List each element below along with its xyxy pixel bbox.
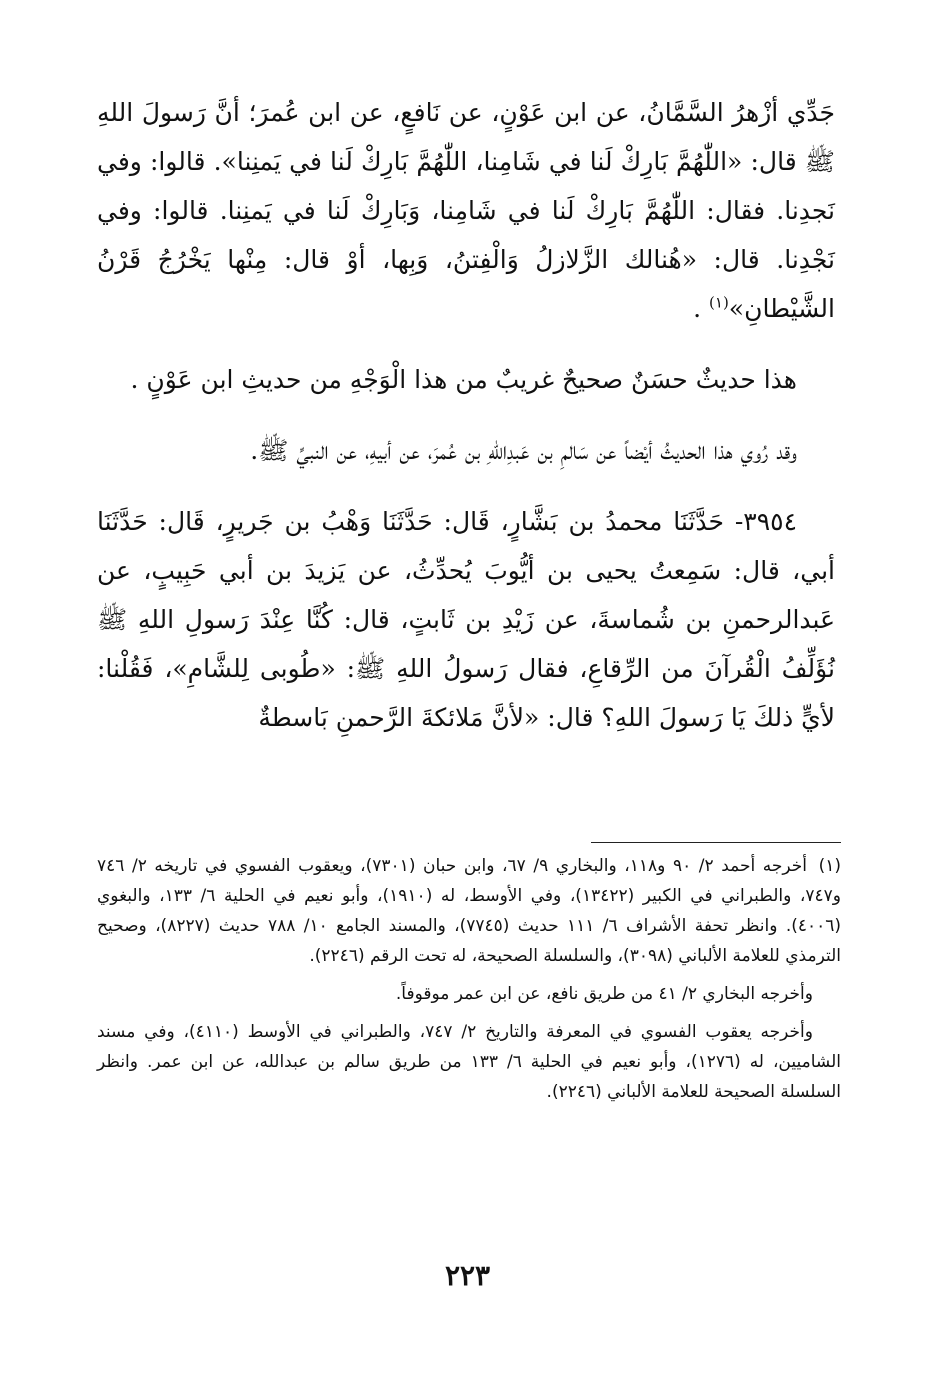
hadith-continuation-paragraph <box>97 88 835 333</box>
footnote-number: (١) <box>818 856 841 876</box>
hadith-verdict: هذا حديثٌ حسَنٌ صحيحٌ غريبٌ من هذا الْوَجْهِ من حديثِ ابن عَوْنٍ . <box>130 365 797 394</box>
main-text <box>97 88 835 742</box>
narration-note: وقد رُوي هذا الحديثُ أيْضاً عن سَالمِ بن عَبدِاللهِ بن عُمرَ، عن أبيهِ، عن النبيِّ ﷺ. <box>250 436 797 465</box>
hadith-continuation-text: جَدِّي أزْهرُ السَّمَّانُ، عن ابن عَوْنٍ، عن نَافعٍ، عن ابن عُمرَ؛ أنَّ رَسولَ اللهِ ﷺ قال: «اللّٰهُمَّ بَارِكْ لَنا في شَامِنا، اللّٰهُمَّ بَارِكْ لَنا في يَمنِنا». قالوا: وفي نَجدِنا. فقال: اللّٰهُمَّ بَارِكْ لَنا في شَامِنا، وَبَارِكْ لَنا في يَمنِنا. قالوا: وفي نَجْدِنا. قال: «هُنالك الزَّلازلُ وَالْفِتنُ، وَبِها، أوْ قال: مِنْها يَخْرُجُ قَرْنُ الشَّيْطانِ» <box>97 98 835 323</box>
hadith-3954-text: حَدَّثَنَا محمدُ بن بَشَّارٍ، قَال: حَدَّثَنَا وَهْبُ بن جَريرٍ، قَال: حَدَّثَنَا أبي، قال: سَمِعتُ يحيى بن أيُّوبَ يُحدِّثُ، عن يَزيدَ بن أبي حَبِيبٍ، عن عَبدالرحمنِ بن شُماسةَ، عن زَيْدِ بن ثَابتٍ، قال: كُنَّا عِنْدَ رَسولِ اللهِ ﷺ نُؤَلِّفُ الْقُرآنَ من الرِّقاعِ، فقال رَسولُ اللهِ ﷺ: «طُوبى لِلشَّامِ»، فَقُلْنا: لأيٍّ ذلكَ يَا رَسولَ اللهِ؟ قال: «لأنَّ مَلائكةَ الرَّحمنِ بَاسطةٌ <box>97 507 835 732</box>
hadith-3954-paragraph <box>97 497 835 742</box>
footnote-additional-source-2: وأخرجه يعقوب الفسوي في المعرفة والتاريخ ٢/ ٧٤٧، والطبراني في الأوسط (٤١١٠)، وفي مسند الشاميين، له (١٢٧٦)، وأبو نعيم في الحلية ٦/ ١٣٣ من طريق سالم بن عبدالله، عن ابن عمر. وانظر السلسلة الصحيحة للعلامة الألباني (٢٢٤٦). <box>97 1022 841 1102</box>
page-number: ٢٢٣ <box>444 1259 491 1292</box>
footnote-additional-source-1: وأخرجه البخاري ٢/ ٤١ من طريق نافع، عن ابن عمر موقوفاً. <box>395 984 813 1004</box>
footnotes-section <box>97 842 841 1107</box>
footnote-1 <box>97 851 841 971</box>
footnote-1-text: أخرجه أحمد ٢/ ٩٠ و١١٨، والبخاري ٩/ ٦٧، وابن حبان (٧٣٠١)، ويعقوب الفسوي في تاريخه ٢/ ٧٤٦ و٧٤٧، والطبراني في الكبير (١٣٤٢٢)، وفي الأوسط، له (١٩١٠)، وأبو نعيم في الحلية ٦/ ١٣٣، والبغوي (٤٠٠٦). وانظر تحفة الأشراف ٦/ ١١١ حديث (٧٧٤٥)، والمسند الجامع ١٠/ ٧٨٨ حديث (٨٢٢٧)، وصحيح الترمذي للعلامة الألباني (٣٠٩٨)، والسلسلة الصحيحة، له تحت الرقم (٢٢٤٦). <box>97 856 842 966</box>
footnote-reference-mark: (١) <box>709 293 729 312</box>
hadith-number: ٣٩٥٤- <box>734 507 797 536</box>
paragraph-end-punctuation: . <box>693 294 710 323</box>
footnote-divider <box>591 842 841 843</box>
